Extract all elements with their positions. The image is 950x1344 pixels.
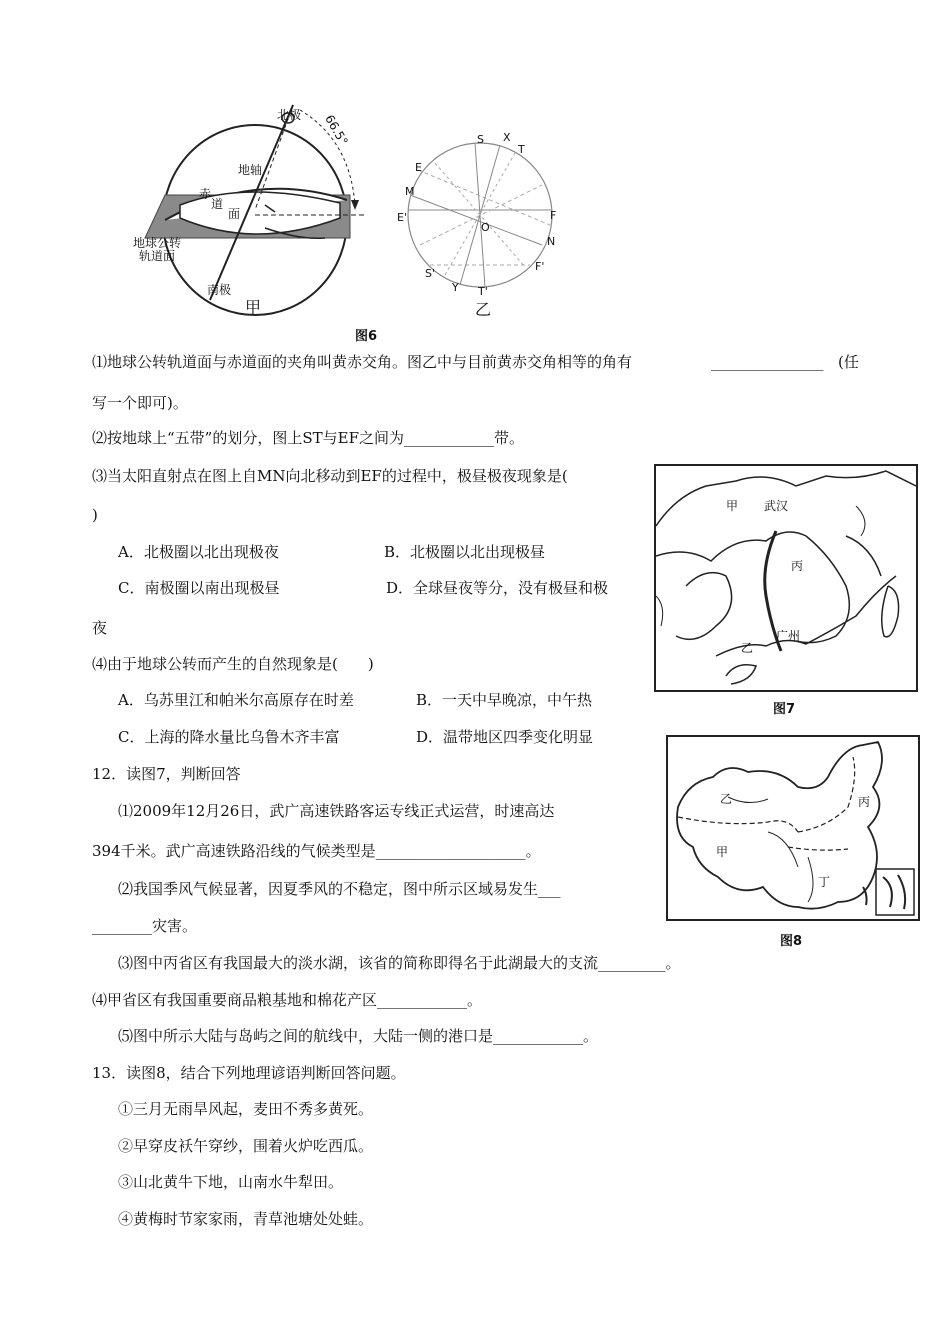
point-t-prime: T'	[478, 285, 488, 298]
q11-p3-option-a: A．北极圈以北出现极夜	[118, 543, 279, 561]
point-m: M	[405, 185, 415, 198]
figure-6-caption: 图6	[355, 329, 378, 344]
figure-7-caption: 图7	[773, 702, 796, 717]
q12-p2-cont: ________灾害。	[92, 917, 198, 935]
point-s-prime: S'	[425, 267, 436, 280]
q12-p5: ⑸图中所示大陆与岛屿之间的航线中，大陆一侧的港口是____________。	[118, 1027, 599, 1045]
q12-title: 12．读图7，判断回答	[92, 765, 241, 783]
point-o: O	[481, 221, 490, 234]
point-e: E	[415, 161, 422, 174]
point-n: N	[547, 235, 556, 248]
figure-7	[654, 464, 918, 692]
south-pole-label: 南极	[207, 283, 232, 297]
q11-p4: ⑷由于地球公转而产生的自然现象是( )	[92, 655, 374, 673]
map7-label-yi: 乙	[741, 641, 754, 655]
q12-p1: ⑴2009年12月26日，武广高速铁路客运专线正式运营，时速高达	[118, 802, 555, 820]
angle-label: 66.5°	[322, 112, 351, 148]
q13-saying-1: ①三月无雨旱风起，麦田不秀多黄死。	[118, 1100, 374, 1118]
point-f: F	[550, 209, 557, 222]
q11-p3-option-d-cont: 夜	[92, 619, 108, 637]
orbit-label-1: 地球公转	[133, 236, 182, 250]
q11-p1-tail: (任	[838, 353, 859, 371]
figure-jia-label: 甲	[245, 298, 262, 317]
q13-saying-3: ③山北黄牛下地，山南水牛犁田。	[118, 1173, 344, 1191]
equator-label-2: 道	[211, 197, 224, 211]
map7-label-bing: 丙	[791, 559, 804, 573]
map8-label-jia: 甲	[716, 845, 729, 859]
point-s: S	[477, 133, 484, 146]
equator-label-3: 面	[228, 207, 241, 221]
figure-8-caption: 图8	[780, 934, 803, 949]
q11-p2: ⑵按地球上“五带”的划分，图上ST与EF之间为____________带。	[92, 429, 524, 447]
map8-label-yi: 乙	[720, 792, 733, 806]
q11-p3: ⑶当太阳直射点在图上自MN向北移动到EF的过程中，极昼极夜现象是(	[92, 467, 568, 485]
q11-p4-option-a: A．乌苏里江和帕米尔高原存在时差	[118, 691, 354, 709]
q12-p2: ⑵我国季风气候显著，因夏季风的不稳定，图中所示区域易发生___	[118, 880, 561, 898]
q12-p3: ⑶图中丙省区有我国最大的淡水湖，该省的简称即得名于此湖最大的支流_________。	[118, 954, 681, 972]
figure-6-jia-diagram	[125, 100, 585, 350]
q13-title: 13．读图8，结合下列地理谚语判断回答问题。	[92, 1064, 406, 1082]
figure-8-map	[668, 737, 918, 919]
q11-p3-option-c: C．南极圈以南出现极昼	[118, 579, 280, 597]
figure-8	[666, 735, 920, 921]
point-y: Y	[452, 281, 459, 294]
axis-label: 地轴	[238, 163, 263, 177]
figure-6	[125, 100, 585, 350]
q12-p4: ⑷甲省区有我国重要商品粮基地和棉花产区____________。	[92, 991, 483, 1009]
point-t: T	[518, 143, 525, 156]
point-x: X	[503, 131, 511, 144]
q11-p1-cont: 写一个即可)。	[92, 394, 188, 412]
q11-p3-close: )	[92, 506, 98, 524]
map7-label-jia: 甲	[726, 499, 739, 513]
q11-p1-blank: _______________	[711, 353, 824, 371]
map8-label-ding: 丁	[818, 875, 831, 889]
equator-label-1: 赤	[199, 187, 212, 201]
orbit-label-2: 轨道面	[139, 249, 176, 263]
q12-p1-cont: 394千米。武广高速铁路沿线的气候类型是____________________。	[92, 842, 541, 860]
q13-saying-2: ②早穿皮袄午穿纱，围着火炉吃西瓜。	[118, 1137, 374, 1155]
q11-p1-text: ⑴地球公转轨道面与赤道面的夹角叫黄赤交角。图乙中与目前黄赤交角相等的角有	[92, 353, 633, 371]
q11-p4-option-d: D．温带地区四季变化明显	[416, 728, 594, 746]
map8-label-bing: 丙	[858, 795, 871, 809]
point-f-prime: F'	[535, 260, 545, 273]
map7-label-wuhan: 武汉	[764, 499, 789, 513]
point-e-prime: E'	[397, 211, 407, 224]
q11-p4-option-b: B．一天中早晚凉，中午热	[416, 691, 593, 709]
q11-p4-option-c: C．上海的降水量比乌鲁木齐丰富	[118, 728, 340, 746]
q11-p3-option-b: B．北极圈以北出现极昼	[384, 543, 546, 561]
figure-yi-label: 乙	[475, 300, 492, 319]
q11-p3-option-d: D．全球昼夜等分，没有极昼和极	[386, 579, 609, 597]
map7-label-guangzhou: 广州	[776, 629, 801, 643]
q13-saying-4: ④黄梅时节家家雨，青草池塘处处蛙。	[118, 1210, 374, 1228]
north-pole-label: 北极	[277, 108, 302, 122]
